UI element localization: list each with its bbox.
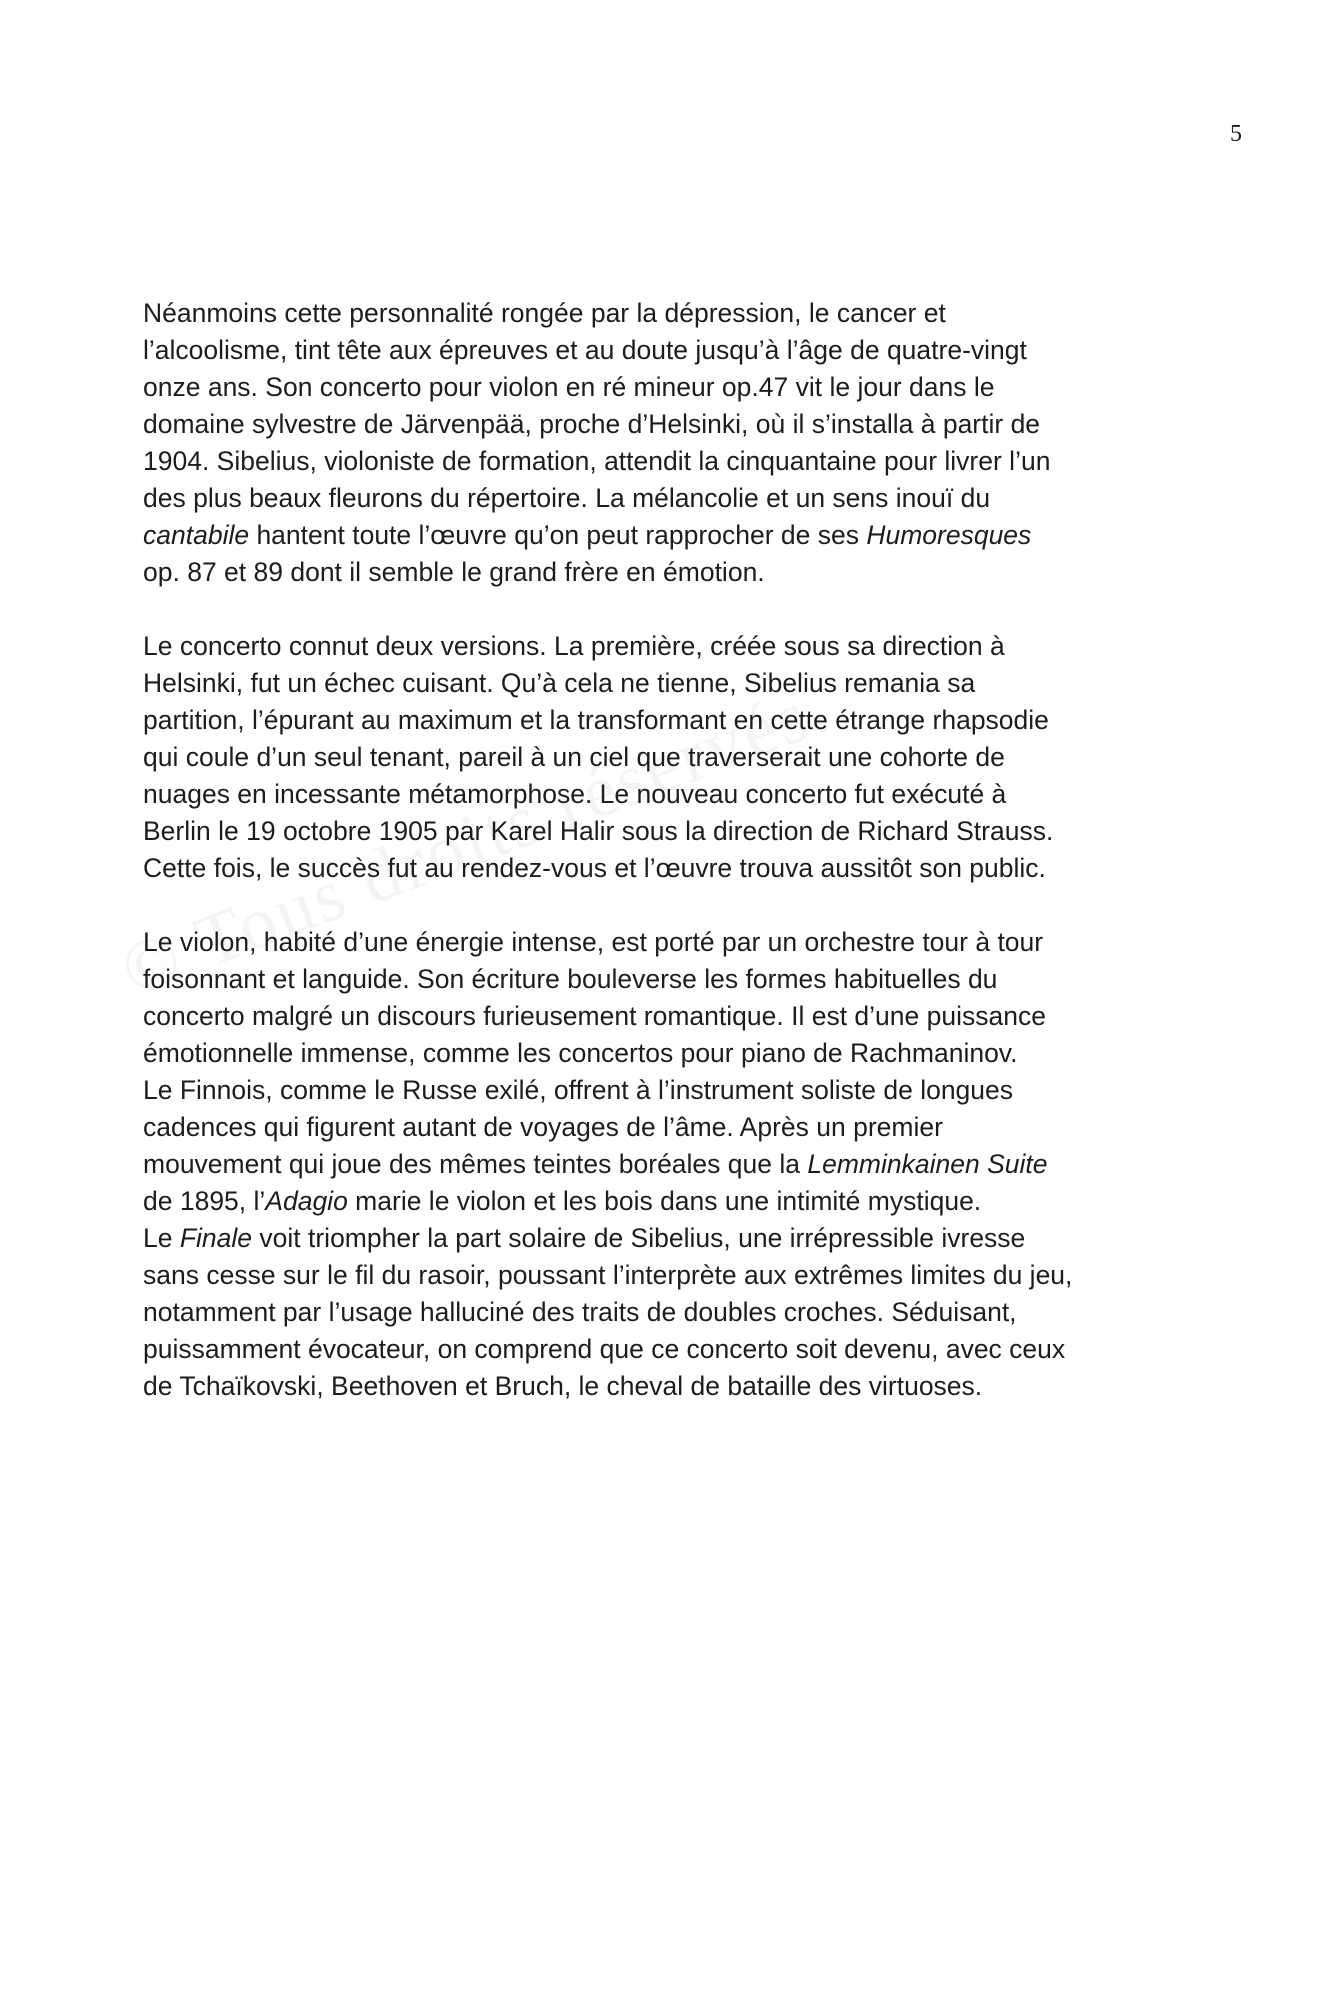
- text-line: [143, 517, 1203, 554]
- text-line: [143, 776, 1203, 813]
- text-run: nuages en incessante métamorphose. Le nouveau concerto fut exécuté à: [143, 779, 1007, 809]
- text-line: [143, 1294, 1203, 1331]
- text-run: domaine sylvestre de Järvenpää, proche d’Helsinki, où il s’installa à partir de: [143, 409, 1041, 439]
- text-run: qui coule d’un seul tenant, pareil à un ciel que traverserait une cohorte de: [143, 742, 1005, 772]
- text-line: [143, 739, 1203, 776]
- paragraph: [143, 295, 1203, 591]
- text-run: Le violon, habité d’une énergie intense, est porté par un orchestre tour à tour: [143, 927, 1044, 957]
- text-line: [143, 924, 1203, 961]
- italic-run: Adagio: [265, 1186, 348, 1216]
- text-run: Berlin le 19 octobre 1905 par Karel Halir sous la direction de Richard Strauss.: [143, 816, 1054, 846]
- text-run: op. 87 et 89 dont il semble le grand frère en émotion.: [143, 557, 765, 587]
- text-run: marie le violon et les bois dans une intimité mystique.: [347, 1186, 982, 1216]
- text-run: foisonnant et languide. Son écriture bouleverse les formes habituelles du: [143, 964, 998, 994]
- page-number: 5: [1230, 121, 1242, 147]
- text-run: concerto malgré un discours furieusement romantique. Il est d’une puissance: [143, 1001, 1046, 1031]
- text-line: [143, 1072, 1203, 1109]
- text-line: [143, 406, 1203, 443]
- text-run: sans cesse sur le fil du rasoir, poussant l’interprète aux extrêmes limites du jeu,: [143, 1260, 1073, 1290]
- body-text: [143, 295, 1203, 1442]
- text-run: Le: [143, 1223, 180, 1253]
- text-line: [143, 628, 1203, 665]
- text-run: des plus beaux fleurons du répertoire. La mélancolie et un sens inouï du: [143, 483, 991, 513]
- text-line: [143, 665, 1203, 702]
- paragraph: [143, 924, 1203, 1405]
- italic-run: Finale: [179, 1223, 253, 1253]
- text-line: [143, 813, 1203, 850]
- text-run: cadences qui figurent autant de voyages de l’âme. Après un premier: [143, 1112, 943, 1142]
- text-line: [143, 480, 1203, 517]
- text-run: de Tchaïkovski, Beethoven et Bruch, le cheval de bataille des virtuoses.: [143, 1371, 983, 1401]
- text-run: voit triompher la part solaire de Sibelius, une irrépressible ivresse: [252, 1223, 1026, 1253]
- italic-run: cantabile: [143, 520, 250, 550]
- text-line: [143, 702, 1203, 739]
- text-line: [143, 961, 1203, 998]
- text-run: Helsinki, fut un échec cuisant. Qu’à cela ne tienne, Sibelius remania sa: [143, 668, 976, 698]
- text-line: [143, 1035, 1203, 1072]
- text-run: onze ans. Son concerto pour violon en ré mineur op.47 vit le jour dans le: [143, 372, 995, 402]
- text-line: [143, 998, 1203, 1035]
- text-line: [143, 1257, 1203, 1294]
- text-run: mouvement qui joue des mêmes teintes boréales que la: [143, 1149, 808, 1179]
- text-run: 1904. Sibelius, violoniste de formation, attendit la cinquantaine pour livrer l’un: [143, 446, 1051, 476]
- text-line: [143, 554, 1203, 591]
- text-line: [143, 1368, 1203, 1405]
- text-run: de 1895, l’: [143, 1186, 266, 1216]
- italic-run: Humoresques: [866, 520, 1032, 550]
- text-line: [143, 850, 1203, 887]
- text-run: Néanmoins cette personnalité rongée par la dépression, le cancer et: [143, 298, 946, 328]
- text-run: émotionnelle immense, comme les concertos pour piano de Rachmaninov.: [143, 1038, 1018, 1068]
- text-line: [143, 443, 1203, 480]
- text-line: [143, 332, 1203, 369]
- text-line: [143, 295, 1203, 332]
- text-run: hantent toute l’œuvre qu’on peut rapprocher de ses: [249, 520, 867, 550]
- text-run: l’alcoolisme, tint tête aux épreuves et au doute jusqu’à l’âge de quatre-vingt: [143, 335, 1027, 365]
- text-line: [143, 1331, 1203, 1368]
- text-run: puissamment évocateur, on comprend que ce concerto soit devenu, avec ceux: [143, 1334, 1066, 1364]
- text-line: [143, 1220, 1203, 1257]
- paragraph: [143, 628, 1203, 887]
- text-run: Le Finnois, comme le Russe exilé, offrent à l’instrument soliste de longues: [143, 1075, 1014, 1105]
- text-run: Le concerto connut deux versions. La première, créée sous sa direction à: [143, 631, 1005, 661]
- italic-run: Lemminkainen Suite: [807, 1149, 1048, 1179]
- text-run: Cette fois, le succès fut au rendez-vous et l’œuvre trouva aussitôt son public.: [143, 853, 1046, 883]
- text-run: partition, l’épurant au maximum et la transformant en cette étrange rhapsodie: [143, 705, 1049, 735]
- text-line: [143, 1146, 1203, 1183]
- text-line: [143, 1183, 1203, 1220]
- text-line: [143, 1109, 1203, 1146]
- text-line: [143, 369, 1203, 406]
- text-run: notamment par l’usage halluciné des traits de doubles croches. Séduisant,: [143, 1297, 1017, 1327]
